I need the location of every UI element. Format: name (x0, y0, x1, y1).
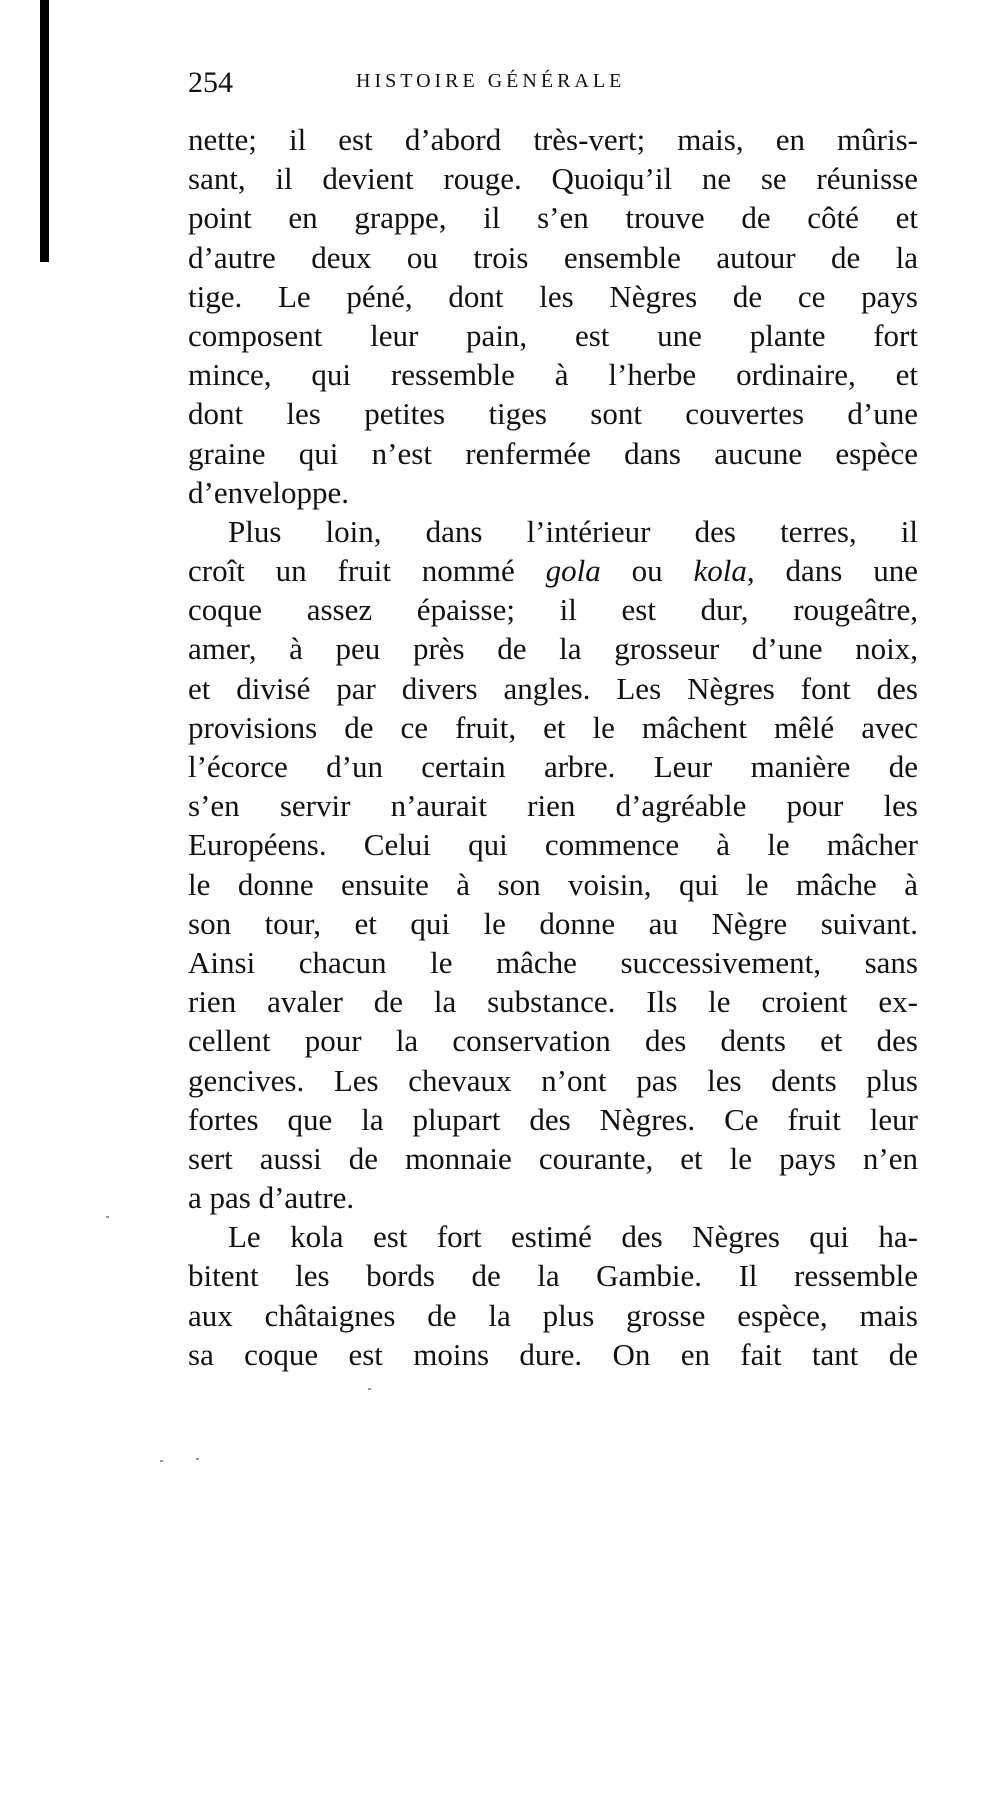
page-number: 254 (188, 66, 233, 99)
text-line: l’écorce d’un certain arbre. Leur manière de (188, 749, 918, 784)
text-line: coque assez épaisse; il est dur, rougeâtre, (188, 592, 918, 628)
text-line: le donne ensuite à son voisin, qui le mâche à (188, 866, 918, 902)
text-line: nette; il est d’abord très-vert; mais, en mûris- (188, 122, 918, 157)
page-body-text (188, 120, 918, 1374)
text-line: provisions de ce fruit, et le mâchent mêlé avec (188, 709, 918, 745)
text-line: rien avaler de la substance. Ils le croient ex- (188, 984, 918, 1020)
text-line: point en grappe, il s’en trouve de côté et (188, 200, 918, 236)
scan-speck (368, 1388, 371, 1390)
scan-speck (106, 1216, 109, 1218)
text-line: Plus loin, dans l’intérieur des terres, il (228, 513, 918, 549)
text-line: amer, à peu près de la grosseur d’une noix, (188, 631, 918, 667)
text-line: son tour, et qui le donne au Nègre suivant. (188, 905, 918, 941)
scan-edge-bar (40, 0, 49, 262)
text-line: Européens. Celui qui commence à le mâcher (188, 827, 918, 863)
text-line: fortes que la plupart des Nègres. Ce fruit leur (188, 1101, 918, 1137)
italic-term: kola (693, 553, 747, 589)
text-line: graine qui n’est renfermée dans aucune espèce (188, 435, 918, 471)
text-line: a pas d’autre. (188, 1180, 355, 1216)
text-line: s’en servir n’aurait rien d’agréable pour les (188, 788, 918, 824)
text-line: cellent pour la conservation des dents et des (188, 1023, 918, 1059)
text-line: gencives. Les chevaux n’ont pas les dents plus (188, 1062, 918, 1098)
text-line: mince, qui ressemble à l’herbe ordinaire, et (188, 357, 918, 393)
text-line: d’enveloppe. (188, 474, 349, 510)
scan-speck (160, 1460, 163, 1462)
text-line: Ainsi chacun le mâche successivement, sans (188, 944, 918, 980)
text-line: composent leur pain, est une plante fort (188, 317, 918, 353)
text-line: d’autre deux ou trois ensemble autour de la (188, 239, 918, 275)
text-line: sant, il devient rouge. Quoiqu’il ne se réunisse (188, 161, 918, 197)
text-line: dont les petites tiges sont couvertes d’une (188, 396, 918, 432)
text-line: croît un fruit nommé gola ou kola, dans une (188, 553, 919, 589)
running-title: HISTOIRE GÉNÉRALE (356, 70, 626, 92)
italic-term: gola (545, 553, 601, 589)
text-line: sert aussi de monnaie courante, et le pays n’en (188, 1140, 918, 1176)
text-line: aux châtaignes de la plus grosse espèce, mais (188, 1297, 918, 1333)
text-line: sa coque est moins dure. On en fait tant de (188, 1336, 918, 1372)
scan-speck (196, 1458, 199, 1460)
text-line: Le kola est fort estimé des Nègres qui ha- (228, 1219, 918, 1255)
text-line: bitent les bords de la Gambie. Il ressemble (188, 1258, 918, 1294)
text-line: et divisé par divers angles. Les Nègres font des (188, 670, 918, 706)
text-line: tige. Le péné, dont les Nègres de ce pays (188, 278, 918, 314)
